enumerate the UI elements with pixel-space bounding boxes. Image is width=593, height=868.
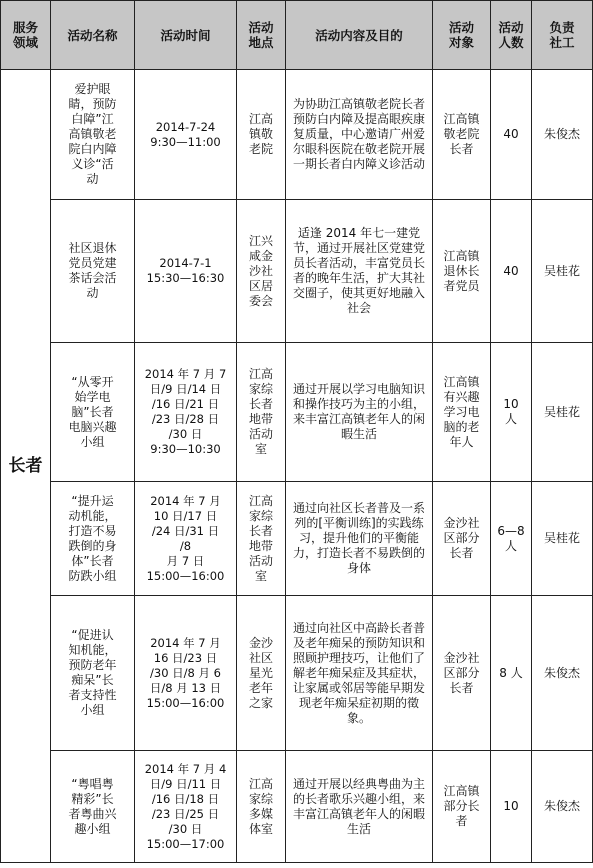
activity-location-cell: 江高 家综 多媒 体室 — [237, 751, 286, 863]
table-row — [1, 596, 593, 751]
header-activity-location: 活动 地点 — [237, 1, 286, 70]
activity-location-cell: 江高 家综 长者 地带 活动 室 — [237, 482, 286, 596]
activity-location-cell: 金沙 社区 星光 老年 之家 — [237, 596, 286, 751]
participant-count-cell: 40 — [491, 70, 532, 200]
activity-content-cell: 适逢 2014 年七一建党节，通过开展社区党建党员长者活动，丰富党员长者的晚年生活，扩大其社交圈子，使其更好地融入社会 — [286, 200, 433, 343]
activity-content-cell: 通过开展以经典粤曲为主的长者歌乐兴趣小组，来丰富江高镇老年人的闲暇生活 — [286, 751, 433, 863]
participant-count-cell: 6—8 人 — [491, 482, 532, 596]
header-participant-count: 活动 人数 — [491, 1, 532, 70]
participant-count-cell: 10 — [491, 751, 532, 863]
table-row — [1, 751, 593, 863]
header-activity-time: 活动时间 — [135, 1, 237, 70]
activity-content-cell: 为协助江高镇敬老院长者预防白内障及提高眼疾康复质量，中心邀请广州爱尔眼科医院在敬老院开展一期长者白内障义诊活动 — [286, 70, 433, 200]
activity-name-cell: “提升运 动机能， 打造不易 跌倒的身 体”长者 防跌小组 — [51, 482, 135, 596]
header-activity-content: 活动内容及目的 — [286, 1, 433, 70]
activity-time-cell: 2014 年 7 月 7 日/9 日/14 日 /16 日/21 日 /23 日/28 日 /30 日 9:30—10:30 — [135, 343, 237, 482]
activity-target-cell: 江高镇 敬老院 长者 — [433, 70, 491, 200]
activity-location-cell: 江高 镇敬 老院 — [237, 70, 286, 200]
activity-target-cell: 金沙社 区部分 长者 — [433, 482, 491, 596]
activity-content-cell: 通过向社区中高龄长者普及老年痴呆的预防知识和照顾护理技巧，让他们了解老年痴呆症及其症状，让家属或邻居等能早期发现老年痴呆症初期的徵象。 — [286, 596, 433, 751]
social-worker-cell: 朱俊杰 — [532, 751, 593, 863]
activity-content-cell: 通过向社区长者普及一系列的[平衡训练]的实践练习，提升他们的平衡能力，打造长者不易跌倒的身体 — [286, 482, 433, 596]
activity-target-cell: 江高镇 部分长 者 — [433, 751, 491, 863]
activity-name-cell: “促进认 知机能， 预防老年 痴呆”长 者支持性 小组 — [51, 596, 135, 751]
social-worker-cell: 吴桂花 — [532, 200, 593, 343]
social-worker-cell: 朱俊杰 — [532, 70, 593, 200]
activity-name-cell: “粤唱粤 精彩”长 者粤曲兴 趣小组 — [51, 751, 135, 863]
service-domain-cell: 长者 — [1, 70, 51, 863]
social-worker-cell: 吴桂花 — [532, 343, 593, 482]
activity-location-cell: 江高 家综 长者 地带 活动 室 — [237, 343, 286, 482]
participant-count-cell: 40 — [491, 200, 532, 343]
activity-time-cell: 2014 年 7 月 10 日/17 日 /24 日/31 日 /8 月 7 日 15:00—16:00 — [135, 482, 237, 596]
activity-time-cell: 2014-7-1 15:30—16:30 — [135, 200, 237, 343]
table-row — [1, 200, 593, 343]
header-social-worker: 负责 社工 — [532, 1, 593, 70]
activity-time-cell: 2014 年 7 月 4 日/9 日/11 日 /16 日/18 日 /23 日/25 日 /30 日 15:00—17:00 — [135, 751, 237, 863]
activity-time-cell: 2014 年 7 月 16 日/23 日 /30 日/8 月 6 日/8 月 13 日 15:00—16:00 — [135, 596, 237, 751]
activity-target-cell: 江高镇 退休长 者党员 — [433, 200, 491, 343]
table-row — [1, 343, 593, 482]
header-activity-target: 活动 对象 — [433, 1, 491, 70]
activity-location-cell: 江兴 咸金 沙社 区居 委会 — [237, 200, 286, 343]
table-row — [1, 70, 593, 200]
header-service-domain: 服务 领域 — [1, 1, 51, 70]
participant-count-cell: 10 人 — [491, 343, 532, 482]
activity-target-cell: 金沙社 区部分 长者 — [433, 596, 491, 751]
activity-content-cell: 通过开展以学习电脑知识和操作技巧为主的小组，来丰富江高镇老年人的闲暇生活 — [286, 343, 433, 482]
activity-name-cell: “从零开 始学电 脑”长者 电脑兴趣 小组 — [51, 343, 135, 482]
activity-name-cell: 社区退休 党员党建 茶话会活 动 — [51, 200, 135, 343]
participant-count-cell: 8 人 — [491, 596, 532, 751]
activity-target-cell: 江高镇 有兴趣 学习电 脑的老 年人 — [433, 343, 491, 482]
social-worker-cell: 朱俊杰 — [532, 596, 593, 751]
header-activity-name: 活动名称 — [51, 1, 135, 70]
activity-name-cell: 爱护眼 睛，预防 白障”江 高镇敬老 院白内障 义诊“活 动 — [51, 70, 135, 200]
activity-time-cell: 2014-7-24 9:30—11:00 — [135, 70, 237, 200]
table-row — [1, 482, 593, 596]
header-row — [1, 1, 593, 70]
social-worker-cell: 吴桂花 — [532, 482, 593, 596]
